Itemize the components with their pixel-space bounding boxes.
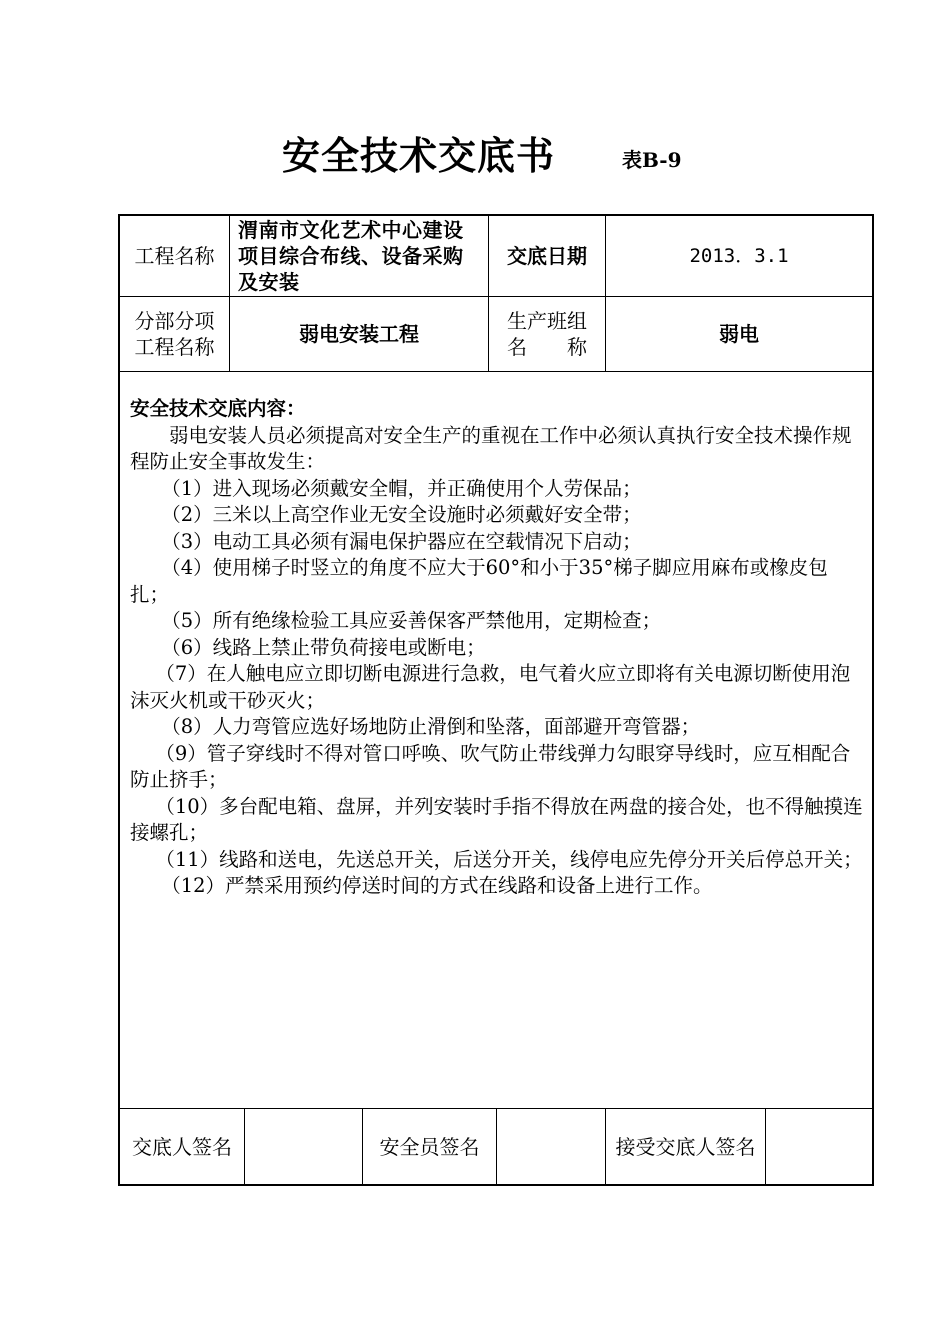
content-section — [120, 372, 872, 1108]
content-item: （4）使用梯子时竖立的角度不应大于60°和小于35°梯子脚应用麻布或橡皮包扎； — [130, 556, 828, 606]
discloser-signature-label: 交底人签名 — [132, 1134, 232, 1159]
content-heading: 安全技术交底内容： — [130, 397, 306, 420]
safety-officer-signature-label: 安全员签名 — [379, 1134, 480, 1159]
date-value: 2013．3.1 — [689, 245, 789, 267]
disclosure-form-table — [118, 214, 874, 1186]
content-item: （7）在人触电应立即切断电源进行急救，电气着火应立即将有关电源切断使用泡沫灭火机或干砂灭火； — [130, 662, 851, 712]
content-item: （1）进入现场必须戴安全帽，并正确使用个人劳保品； — [161, 476, 642, 500]
content-item: （2）三米以上高空作业无安全设施时必须戴好安全带； — [161, 503, 642, 526]
content-intro: 弱电安装人员必须提高对安全生产的重视在工作中必须认真执行安全技术操作规程防止安全事故发生： — [130, 423, 852, 473]
content-item: （10）多台配电箱、盘屏，并列安装时手指不得放在两盘的接合处，也不得触摸连接螺孔； — [130, 794, 863, 844]
content-item: （5）所有绝缘检验工具应妥善保客严禁他用，定期检查； — [161, 609, 662, 632]
safety-officer-signature-field[interactable] — [497, 1109, 605, 1184]
date-label: 交底日期 — [507, 244, 587, 268]
receiver-signature-label: 接受交底人签名 — [615, 1134, 756, 1159]
content-item: （9）管子穿线时不得对管口呼唤、吹气防止带线弹力勾眼穿导线时，应互相配合防止挤手； — [130, 741, 851, 791]
division-label — [120, 297, 229, 371]
team-label-line2: 名 称 — [507, 335, 587, 359]
division-label-line1: 分部分项 — [134, 309, 215, 333]
team-value: 弱电 — [719, 322, 759, 346]
team-label — [489, 297, 605, 371]
division-label-line2: 工程名称 — [134, 335, 215, 359]
team-label-line1: 生产班组 — [507, 309, 587, 333]
receiver-signature-field[interactable] — [766, 1109, 872, 1184]
discloser-signature-field[interactable] — [245, 1109, 362, 1184]
content-item: （8）人力弯管应选好场地防止滑倒和坠落，面部避开弯管器； — [161, 715, 701, 738]
document-title: 安全技术交底书 — [282, 133, 556, 178]
content-item: （11）线路和送电，先送总开关，后送分开关，线停电应先停分开关后停总开关； — [155, 847, 863, 871]
content-item: （3）电动工具必须有漏电保护器应在空载情况下启动； — [161, 529, 642, 553]
division-value: 弱电安装工程 — [299, 322, 419, 346]
content-item: （12）严禁采用预约停送时间的方式在线路和设备上进行工作。 — [161, 874, 713, 897]
content-item: （6）线路上禁止带负荷接电或断电； — [161, 635, 486, 659]
form-number: 表B-9 — [622, 148, 682, 172]
content-body — [130, 396, 866, 900]
title-row — [0, 130, 950, 190]
project-name-label: 工程名称 — [134, 244, 215, 268]
project-name-value: 渭南市文化艺术中心建设项目综合布线、设备采购及安装 — [238, 218, 464, 294]
